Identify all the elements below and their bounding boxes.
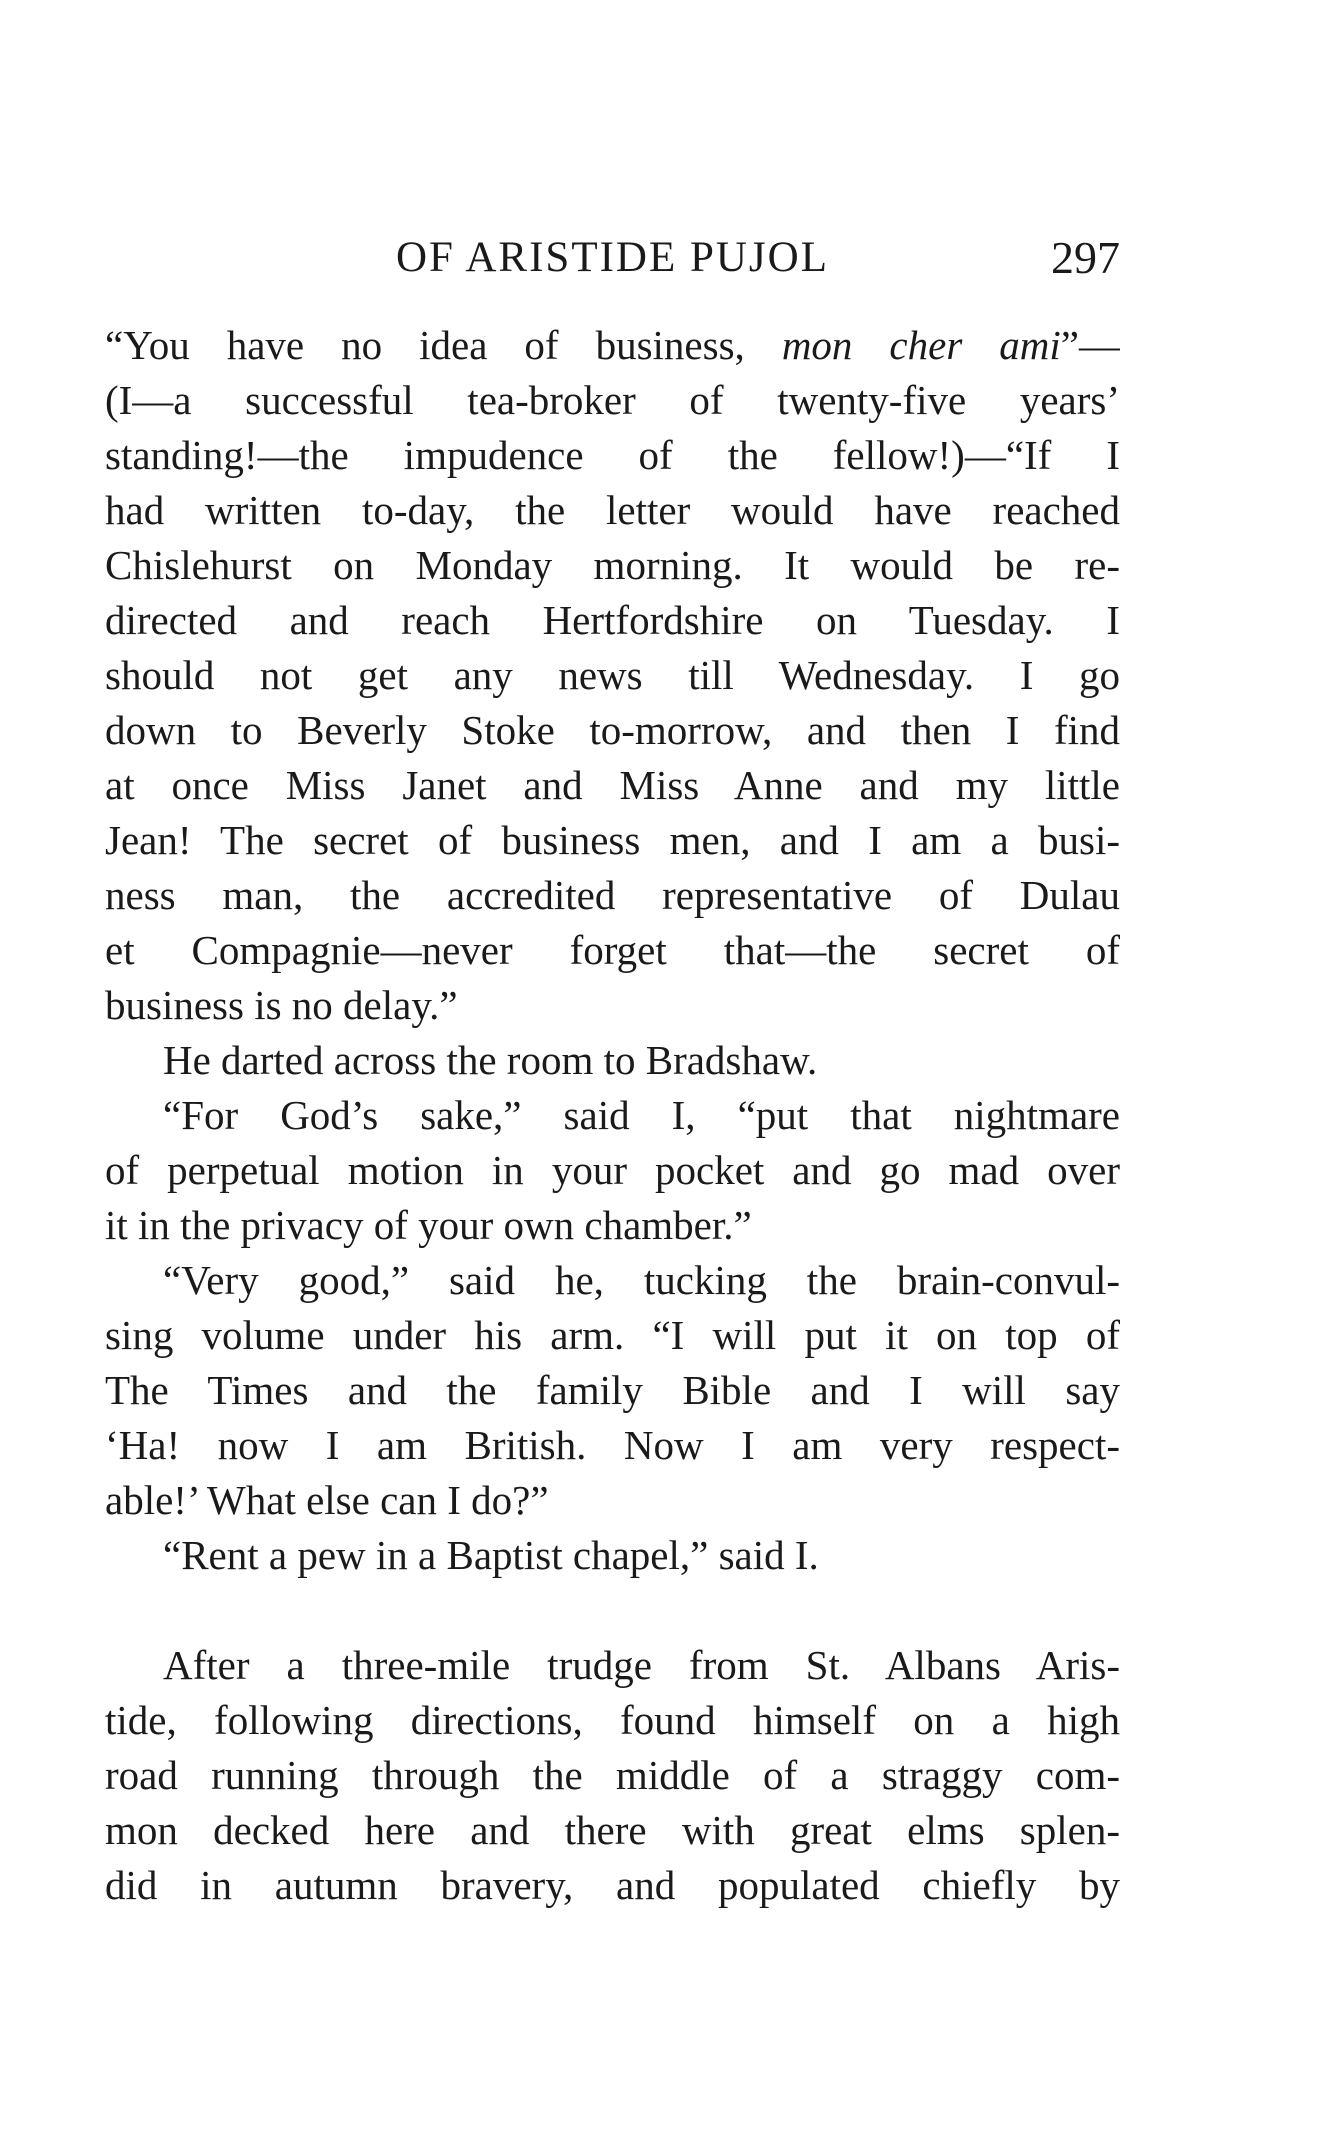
text-line: tide, following directions, found himself on a high (105, 1697, 1120, 1743)
text-line: He darted across the room to Bradshaw. (163, 1037, 818, 1083)
text-line: directed and reach Hertfordshire on Tuesday. I (105, 597, 1120, 643)
text-line: ness man, the accredited representative of Dulau (105, 872, 1120, 918)
text-line: The Times and the family Bible and I will say (105, 1367, 1120, 1413)
text-line: of perpetual motion in your pocket and go mad over (105, 1147, 1120, 1193)
text-line: “For God’s sake,” said I, “put that nightmare (163, 1092, 1120, 1138)
text-line: et Compagnie—never forget that—the secret of (105, 927, 1120, 973)
text-line: “You have no idea of business, mon cher ami”— (105, 322, 1120, 368)
running-head (105, 228, 1120, 288)
body-text (105, 318, 1120, 1913)
text-line: had written to-day, the letter would have reached (105, 487, 1120, 533)
page-number: 297 (1051, 232, 1120, 283)
text-line: Chislehurst on Monday morning. It would be re- (105, 542, 1120, 588)
text-line: standing!—the impudence of the fellow!)—“If I (105, 432, 1120, 478)
text-line: After a three-mile trudge from St. Albans Aris- (163, 1642, 1120, 1688)
text-line: “Very good,” said he, tucking the brain-convul- (163, 1257, 1120, 1303)
text-line: business is no delay.” (105, 982, 458, 1028)
text-line: sing volume under his arm. “I will put it on top of (105, 1312, 1120, 1358)
text-line: (I—a successful tea-broker of twenty-five years’ (105, 377, 1120, 423)
text-line: mon decked here and there with great elms splen- (105, 1807, 1120, 1853)
text-line: should not get any news till Wednesday. I go (105, 652, 1120, 698)
text-line: road running through the middle of a straggy com- (105, 1752, 1120, 1798)
text-line: “Rent a pew in a Baptist chapel,” said I. (163, 1532, 819, 1578)
text-line: able!’ What else can I do?” (105, 1477, 549, 1523)
text-line: at once Miss Janet and Miss Anne and my little (105, 762, 1120, 808)
section-break (105, 1583, 1120, 1638)
text-line: it in the privacy of your own chamber.” (105, 1202, 752, 1248)
text-line: Jean! The secret of business men, and I am a busi- (105, 817, 1120, 863)
text-line: ‘Ha! now I am British. Now I am very respect- (105, 1422, 1120, 1468)
running-title: OF ARISTIDE PUJOL (396, 234, 829, 281)
text-line: down to Beverly Stoke to-morrow, and then I find (105, 707, 1120, 753)
text-line: did in autumn bravery, and populated chiefly by (105, 1862, 1120, 1908)
